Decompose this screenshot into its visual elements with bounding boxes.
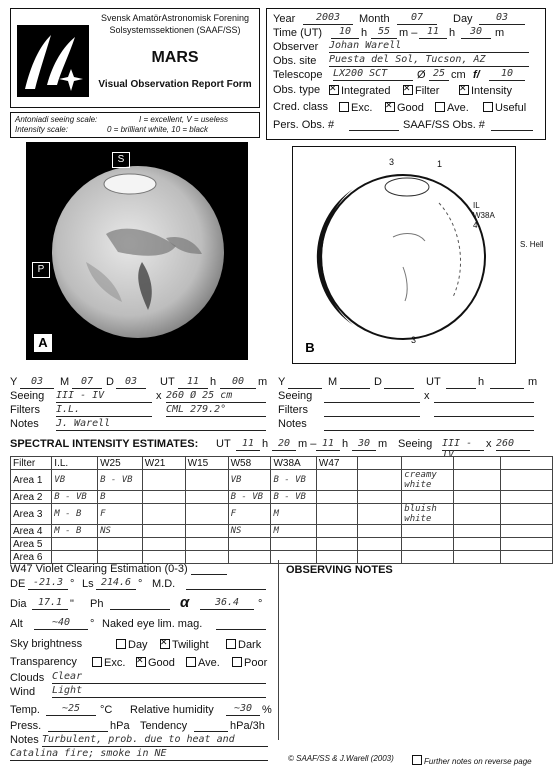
obstype-intensity[interactable]: ✕ Intensity <box>459 84 512 97</box>
b-filters-field[interactable] <box>324 404 420 417</box>
a-x-label: x <box>156 390 162 402</box>
de-field[interactable]: -21.3 <box>28 577 68 590</box>
integrated-checkbox[interactable] <box>329 85 339 95</box>
spectral-title: SPECTRAL INTENSITY ESTIMATES: <box>10 438 199 450</box>
focal-label: f/ <box>473 69 480 81</box>
intensity-cell[interactable]: B - VB <box>228 491 271 504</box>
day-label: Day <box>453 13 473 25</box>
drawing-b-label: B <box>305 340 315 355</box>
intensity-cell[interactable] <box>358 538 402 551</box>
intensity-cell[interactable] <box>316 504 357 525</box>
site-label: Obs. site <box>273 55 317 67</box>
ls-deg: ° <box>138 578 143 590</box>
b-seeing-field[interactable] <box>324 390 420 403</box>
intensity-cell[interactable] <box>501 538 553 551</box>
conditions-notes-label: Notes <box>10 734 39 746</box>
scales-box <box>10 112 260 138</box>
mars-drawing-b <box>293 147 515 363</box>
spectral-ut-label: UT <box>216 438 231 450</box>
cred-good[interactable]: ✕ Good <box>385 101 424 114</box>
intensity-cell[interactable] <box>358 470 402 491</box>
footer-copyright: © SAAF/SS & J.Warell (2003) <box>288 754 394 763</box>
drawing-a-panel <box>26 142 248 360</box>
area-label: Area 3 <box>11 504 52 525</box>
south-marker: S <box>112 152 130 168</box>
area-label: Area 5 <box>11 538 52 551</box>
cred-label: Cred. class <box>273 101 329 113</box>
spectral-header-cell: I.L. <box>52 457 98 470</box>
wind-label: Wind <box>10 686 36 698</box>
clouds-label: Clouds <box>10 672 45 684</box>
m-unit-2: m <box>495 27 505 39</box>
m-unit: m – <box>399 27 418 39</box>
sky-label: Sky brightness <box>10 638 83 650</box>
note-1: 1 <box>437 159 443 169</box>
intensity-cell[interactable] <box>142 491 185 504</box>
note-3-top: 3 <box>389 157 395 167</box>
spectral-header-cell: W58 <box>228 457 271 470</box>
header-panel <box>10 8 260 108</box>
spectral-header-cell <box>501 457 553 470</box>
time-m2-field[interactable]: 30 <box>461 26 491 39</box>
press-label: Press. <box>10 720 42 732</box>
h-unit: h <box>361 27 368 39</box>
intensity-cell[interactable] <box>142 525 185 538</box>
trans-ave-checkbox[interactable] <box>186 657 196 667</box>
press-field[interactable] <box>48 719 108 732</box>
form-title: MARS <box>151 49 199 66</box>
exc-checkbox[interactable] <box>339 102 349 112</box>
conditions-notes <box>10 734 270 764</box>
spectral-header-cell: W25 <box>98 457 143 470</box>
aperture-field[interactable]: 25 <box>429 68 449 81</box>
intensity-cell[interactable] <box>358 504 402 525</box>
intensity-cell[interactable] <box>358 551 402 564</box>
alpha-deg: ° <box>258 598 263 610</box>
spectral-h2[interactable]: 11 <box>316 438 340 451</box>
note-3-bottom: 3 <box>411 335 417 345</box>
saaf-logo <box>17 25 89 97</box>
filter-checkbox[interactable] <box>403 85 413 95</box>
b-m-unit: m <box>528 376 538 388</box>
spectral-header-cell: W38A <box>271 457 316 470</box>
intensity-cell[interactable]: VB <box>52 470 98 491</box>
obstype-filter[interactable]: ✕ Filter <box>403 84 439 97</box>
org-line-2: Solsystemssektionen (SAAF/SS) <box>109 25 241 35</box>
org-line-1: Svensk AmatörAstronomisk Forening <box>100 13 250 23</box>
temp-unit: °C <box>100 704 113 716</box>
pers-obs-field[interactable] <box>349 118 399 131</box>
aperture-label: Ø <box>417 69 426 81</box>
time-h2-field[interactable]: 11 <box>419 26 447 39</box>
a-m-field[interactable]: 07 <box>72 376 102 389</box>
h-unit-2: h <box>449 27 456 39</box>
intensity-cell[interactable] <box>52 538 98 551</box>
intensity-cell[interactable] <box>453 470 501 491</box>
intensity-cell[interactable] <box>358 525 402 538</box>
saaf-obs-label: SAAF/SS Obs. # <box>403 119 485 131</box>
spectral-header-cell <box>453 457 501 470</box>
intensity-cell[interactable] <box>402 525 453 538</box>
month-label: Month <box>359 13 390 25</box>
a-d-label: D <box>106 376 114 388</box>
intensity-scale-label: Intensity scale: <box>15 125 68 134</box>
a-ut-h-field[interactable]: 11 <box>178 376 208 389</box>
intensity-cell[interactable] <box>271 538 316 551</box>
observer-field[interactable]: Johan Warell <box>329 40 529 53</box>
observing-notes-heading: OBSERVING NOTES <box>286 564 393 576</box>
b-y-field[interactable] <box>288 376 322 389</box>
a-cml-field[interactable]: CML 279.2° <box>166 404 266 417</box>
area-label: Area 1 <box>11 470 52 491</box>
b-d-label: D <box>374 376 382 388</box>
spectral-header-cell <box>402 457 453 470</box>
trans-exc-checkbox[interactable] <box>92 657 102 667</box>
b-ut-h-field[interactable] <box>446 376 476 389</box>
trans-ave[interactable]: Ave. <box>186 656 220 669</box>
spectral-header-row <box>11 457 553 470</box>
observer-label: Observer <box>273 41 319 53</box>
b-ut-label: UT <box>426 376 441 388</box>
mars-drawing-a <box>26 142 248 360</box>
intensity-cell[interactable] <box>185 491 228 504</box>
intensity-cell[interactable]: F <box>228 504 271 525</box>
intensity-cell[interactable] <box>501 551 553 564</box>
alpha-label: α <box>180 594 190 611</box>
observing-notes-area[interactable] <box>286 580 544 740</box>
b-seeing-label: Seeing <box>278 390 313 402</box>
md-field[interactable] <box>186 577 266 590</box>
intensity-checkbox[interactable] <box>459 85 469 95</box>
intensity-cell[interactable] <box>402 538 453 551</box>
intensity-cell[interactable]: creamy white <box>402 470 453 491</box>
b-y-label: Y <box>278 376 286 388</box>
spectral-header <box>10 438 546 460</box>
clouds-field[interactable]: Clear <box>52 671 266 684</box>
intensity-cell[interactable] <box>316 525 357 538</box>
spectral-h-unit: h <box>262 438 269 450</box>
spectral-m2[interactable]: 30 <box>352 438 376 451</box>
intensity-cell[interactable]: VB <box>228 470 271 491</box>
transparency-label: Transparency <box>10 656 77 668</box>
spectral-header-cell <box>358 457 402 470</box>
intensity-cell[interactable]: B - VB <box>271 491 316 504</box>
time-m1-field[interactable]: 55 <box>371 26 397 39</box>
b-m-field[interactable] <box>340 376 370 389</box>
a-ut-m-field[interactable]: 00 <box>220 376 256 389</box>
intensity-cell[interactable]: M - B <box>52 525 98 538</box>
aperture-unit: cm <box>451 69 466 81</box>
intensity-cell[interactable] <box>316 551 357 564</box>
intensity-scale-values: 0 = brilliant white, 10 = black <box>107 125 208 134</box>
spectral-h-unit-2: h <box>342 438 349 450</box>
cred-useful[interactable]: Useful <box>483 101 526 114</box>
humidity-field[interactable]: ~30 <box>226 703 260 716</box>
saaf-obs-field[interactable] <box>491 118 533 131</box>
trans-poor[interactable]: Poor <box>232 656 267 669</box>
b-cml-field[interactable] <box>434 404 534 417</box>
w47-label: W47 Violet Clearing Estimation (0-3) <box>10 562 227 575</box>
table-row <box>11 538 553 551</box>
drawing-a-label: A <box>34 334 52 352</box>
intensity-cell[interactable] <box>98 538 143 551</box>
a-notes-field[interactable]: J. Warell <box>56 418 266 431</box>
b-notes-label: Notes <box>278 418 307 430</box>
note-il: IL <box>473 201 480 210</box>
telescope-label: Telescope <box>273 69 323 81</box>
intensity-cell[interactable] <box>501 491 553 504</box>
ph-field[interactable] <box>110 597 170 610</box>
intensity-cell[interactable] <box>142 504 185 525</box>
humidity-unit: % <box>262 704 272 716</box>
b-ut-m-field[interactable] <box>490 376 524 389</box>
spectral-header-cell: Filter <box>11 457 52 470</box>
intensity-cell[interactable]: M <box>271 504 316 525</box>
intensity-cell[interactable] <box>453 504 501 525</box>
a-m-label: M <box>60 376 70 388</box>
ph-label: Ph <box>90 598 104 610</box>
b-d-field[interactable] <box>384 376 414 389</box>
month-field[interactable]: 07 <box>397 12 437 25</box>
preceding-marker: P <box>32 262 50 278</box>
a-seeing-label: Seeing <box>10 390 45 402</box>
dia-arcsec: " <box>70 598 74 610</box>
cred-exc[interactable]: Exc. <box>339 101 372 114</box>
year-label: Year <box>273 13 296 25</box>
intensity-cell[interactable]: B - VB <box>271 470 316 491</box>
intensity-cell[interactable] <box>402 491 453 504</box>
day-checkbox[interactable] <box>116 639 126 649</box>
further-notes[interactable]: Further notes on reverse page <box>412 754 532 766</box>
de-label: DE <box>10 578 26 590</box>
table-row <box>11 491 553 504</box>
b-notes-field[interactable] <box>324 418 534 431</box>
ave-checkbox[interactable] <box>435 102 445 112</box>
intensity-cell[interactable]: NS <box>228 525 271 538</box>
intensity-cell[interactable]: M - B <box>52 504 98 525</box>
temp-label: Temp. <box>10 704 40 716</box>
trans-poor-checkbox[interactable] <box>232 657 242 667</box>
obstype-integrated[interactable]: ✕ Integrated <box>329 84 391 97</box>
a-y-label: Y <box>10 376 18 388</box>
intensity-cell[interactable] <box>185 525 228 538</box>
md-label: M.D. <box>152 578 176 590</box>
spectral-m1[interactable]: 20 <box>272 438 296 451</box>
drawing-a-details <box>10 376 270 434</box>
humidity-label: Relative humidity <box>130 704 214 716</box>
intensity-cell[interactable] <box>228 538 271 551</box>
spectral-m-unit: m – <box>298 438 317 450</box>
intensity-cell[interactable] <box>185 538 228 551</box>
intensity-cell[interactable] <box>453 551 501 564</box>
year-field[interactable]: 2003 <box>303 12 353 25</box>
intensity-cell[interactable] <box>453 491 501 504</box>
intensity-cell[interactable] <box>316 491 357 504</box>
intensity-cell[interactable] <box>402 551 453 564</box>
intensity-cell[interactable]: B - VB <box>52 491 98 504</box>
alpha-field[interactable]: 36.4 <box>200 597 254 610</box>
a-h-unit: h <box>210 376 217 388</box>
intensity-cell[interactable] <box>501 525 553 538</box>
observation-info-panel <box>266 8 546 140</box>
area-label: Area 6 <box>11 551 52 564</box>
table-row <box>11 470 553 491</box>
telescope-field[interactable]: LX200 SCT <box>333 68 413 81</box>
good-checkbox[interactable] <box>385 102 395 112</box>
intensity-cell[interactable]: B - VB <box>98 470 143 491</box>
spectral-m-unit-2: m <box>378 438 388 450</box>
sky-dark[interactable]: Dark <box>226 638 261 651</box>
spectral-seeing-field[interactable]: III - IV <box>442 438 484 451</box>
dark-checkbox[interactable] <box>226 639 236 649</box>
intensity-cell[interactable]: M <box>271 525 316 538</box>
a-mag-field[interactable]: 260 Ø 25 cm <box>166 390 266 403</box>
tendency-label: Tendency <box>140 720 188 732</box>
intensity-cell[interactable]: bluish white <box>402 504 453 525</box>
seeing-scale-label: Antoniadi seeing scale: <box>15 115 98 124</box>
alt-label: Alt <box>10 618 23 630</box>
intensity-cell[interactable] <box>142 538 185 551</box>
sky-twilight[interactable]: ✕ Twilight <box>160 638 209 651</box>
form-subtitle: Visual Observation Report Form <box>98 79 252 90</box>
obstype-label: Obs. type <box>273 84 321 96</box>
wind-field[interactable]: Light <box>52 685 266 698</box>
south-hellas-note: S. Hell <box>520 240 544 249</box>
press-unit: hPa <box>110 720 130 732</box>
drawing-b-details <box>278 376 546 434</box>
useful-checkbox[interactable] <box>483 102 493 112</box>
b-x-label: x <box>424 390 430 402</box>
intensity-cell[interactable]: F <box>98 504 143 525</box>
table-row <box>11 504 553 525</box>
naked-eye-field[interactable] <box>216 617 266 630</box>
a-filters-field[interactable]: I.L. <box>56 404 152 417</box>
trans-exc[interactable]: Exc. <box>92 656 125 669</box>
spectral-h1[interactable]: 11 <box>236 438 260 451</box>
naked-eye-label: Naked eye lim. mag. <box>102 618 203 630</box>
tendency-field[interactable] <box>194 719 228 732</box>
time-h1-field[interactable]: 10 <box>331 26 359 39</box>
spectral-seeing-label: Seeing <box>398 438 433 450</box>
intensity-cell[interactable]: B <box>98 491 143 504</box>
intensity-cell[interactable] <box>453 525 501 538</box>
a-filters-label: Filters <box>10 404 40 416</box>
intensity-cell[interactable] <box>501 504 553 525</box>
alt-field[interactable]: ~40 <box>34 617 88 630</box>
spectral-mag-field[interactable]: 260 <box>496 438 530 451</box>
alt-deg: ° <box>90 618 95 630</box>
spectral-header-cell: W15 <box>185 457 228 470</box>
pers-obs-label: Pers. Obs. # <box>273 119 335 131</box>
drawing-b-panel <box>292 146 516 364</box>
intensity-cell[interactable] <box>316 538 357 551</box>
spectral-table-wrap <box>10 456 553 564</box>
intensity-cell[interactable] <box>185 504 228 525</box>
spectral-table <box>10 456 553 564</box>
focal-field[interactable]: 10 <box>489 68 525 81</box>
time-label: Time (UT) <box>273 27 323 39</box>
spectral-header-cell: W21 <box>142 457 185 470</box>
intensity-cell[interactable] <box>316 470 357 491</box>
sky-day[interactable]: Day <box>116 638 148 651</box>
intensity-cell[interactable] <box>501 470 553 491</box>
spectral-x-label: x <box>486 438 492 450</box>
ls-label: Ls <box>82 578 94 590</box>
area-label: Area 4 <box>11 525 52 538</box>
seeing-scale-values: I = excellent, V = useless <box>139 115 228 124</box>
dia-field[interactable]: 17.1 <box>32 597 68 610</box>
a-seeing-field[interactable]: III - IV <box>56 390 152 403</box>
a-ut-label: UT <box>160 376 175 388</box>
intensity-cell[interactable]: NS <box>98 525 143 538</box>
conditions-notes-line1[interactable]: Turbulent, prob. due to heat and <box>42 734 268 747</box>
intensity-cell[interactable] <box>185 470 228 491</box>
intensity-cell[interactable] <box>142 470 185 491</box>
tendency-unit: hPa/3h <box>230 720 265 732</box>
b-h-unit: h <box>478 376 485 388</box>
conditions-notes-line2[interactable]: Catalina fire; smoke in NE <box>10 748 268 761</box>
a-notes-label: Notes <box>10 418 39 430</box>
table-row <box>11 525 553 538</box>
de-deg: ° <box>70 578 75 590</box>
spectral-header-cell: W47 <box>316 457 357 470</box>
a-y-field[interactable]: 03 <box>20 376 54 389</box>
note-4: 4 <box>473 221 478 230</box>
b-mag-field[interactable] <box>434 390 534 403</box>
twilight-checkbox[interactable] <box>160 639 170 649</box>
a-m-unit: m <box>258 376 268 388</box>
cred-ave[interactable]: Ave. <box>435 101 469 114</box>
intensity-cell[interactable] <box>358 491 402 504</box>
site-field[interactable]: Puesta del Sol, Tucson, AZ <box>329 54 529 67</box>
temp-field[interactable]: ~25 <box>46 703 96 716</box>
trans-good[interactable]: ✕ Good <box>136 656 175 669</box>
day-field[interactable]: 03 <box>479 12 525 25</box>
note-w38a: W38A <box>473 211 495 220</box>
a-d-field[interactable]: 03 <box>116 376 146 389</box>
area-label: Area 2 <box>11 491 52 504</box>
intensity-cell[interactable] <box>453 538 501 551</box>
b-m-label: M <box>328 376 338 388</box>
dia-label: Dia <box>10 598 27 610</box>
ls-field[interactable]: 214.6 <box>96 577 136 590</box>
further-notes-checkbox[interactable] <box>412 755 422 765</box>
conditions-panel <box>10 560 279 740</box>
b-filters-label: Filters <box>278 404 308 416</box>
trans-good-checkbox[interactable] <box>136 657 146 667</box>
